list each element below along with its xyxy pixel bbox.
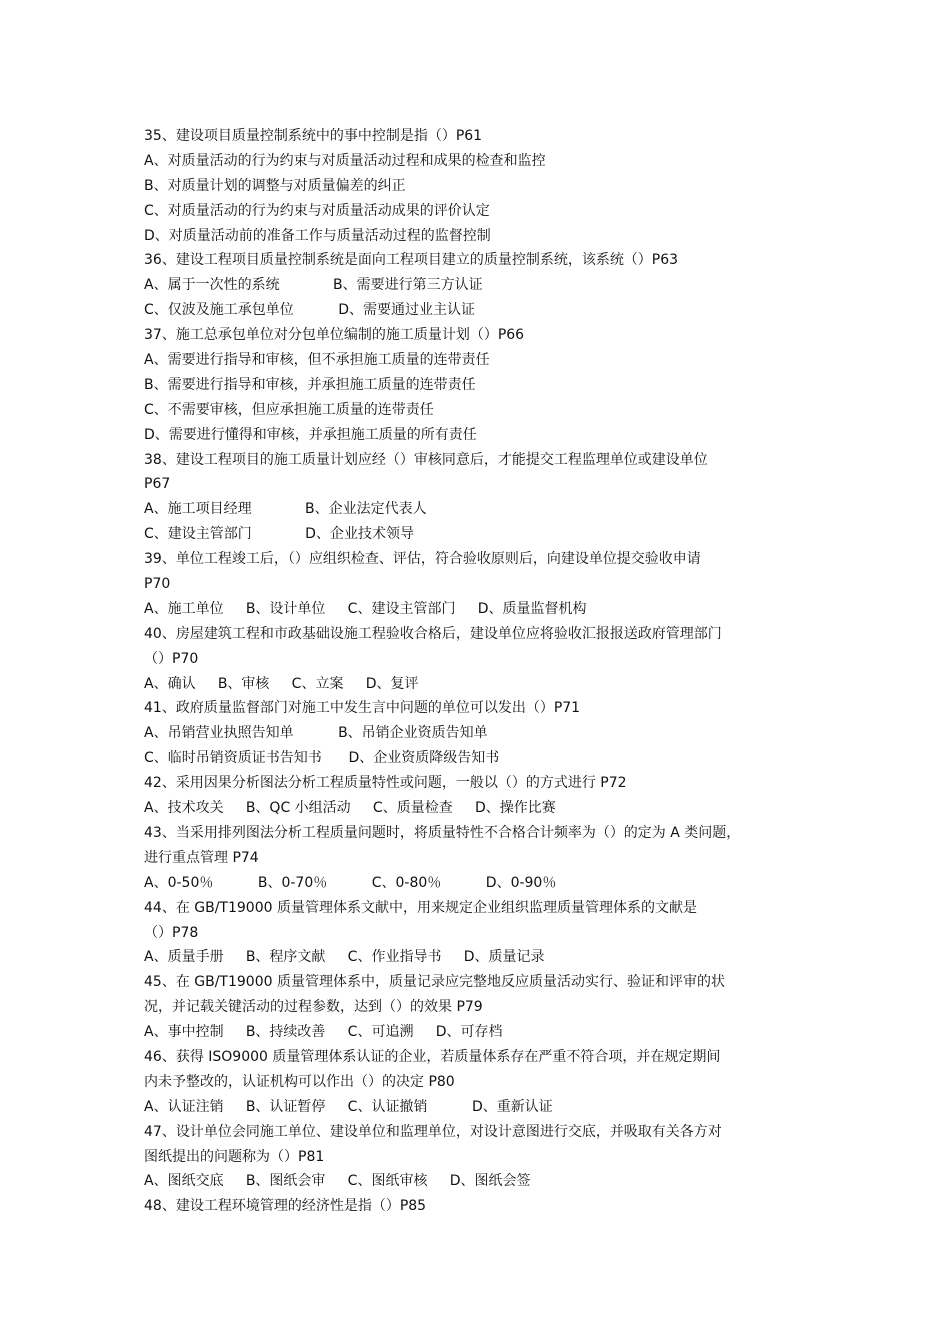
text-line: 44、在 GB/T19000 质量管理体系文献中，用来规定企业组织监理质量管理体系的文献是 xyxy=(144,899,697,916)
text-line: A、属于一次性的系统 B、需要进行第三方认证 xyxy=(144,277,483,294)
text-line: 45、在 GB/T19000 质量管理体系中，质量记录应完整地反应质量活动实行、验证和评审的状 xyxy=(144,974,725,991)
text-line: 48、建设工程环境管理的经济性是指（）P85 xyxy=(144,1198,427,1215)
text-line: D、对质量活动前的准备工作与质量活动过程的监督控制 xyxy=(144,227,491,244)
text-line: P67 xyxy=(144,476,171,493)
text-line: A、确认 B、审核 C、立案 D、复评 xyxy=(144,675,419,692)
text-line: 42、采用因果分析图法分析工程质量特性或问题，一般以（）的方式进行 P72 xyxy=(144,775,627,792)
text-line: A、施工单位 B、设计单位 C、建设主管部门 D、质量监督机构 xyxy=(144,600,587,617)
text-line: A、0-50％ B、0-70％ C、0-80％ D、0-90％ xyxy=(144,874,557,891)
text-line: 图纸提出的问题称为（）P81 xyxy=(144,1148,325,1165)
text-line: A、图纸交底 B、图纸会审 C、图纸审核 D、图纸会签 xyxy=(144,1173,531,1190)
text-line: 40、房屋建筑工程和市政基础设施工程验收合格后，建设单位应将验收汇报报送政府管理部门 xyxy=(144,625,722,642)
text-line: B、对质量计划的调整与对质量偏差的纠正 xyxy=(144,177,406,194)
text-line: P70 xyxy=(144,576,171,593)
text-line: 41、政府质量监督部门对施工中发生言中问题的单位可以发出（）P71 xyxy=(144,700,581,717)
text-line: C、仅波及施工承包单位 D、需要通过业主认证 xyxy=(144,302,476,319)
text-line: C、临时吊销资质证书告知书 D、企业资质降级告知书 xyxy=(144,750,500,767)
text-line: 37、施工总承包单位对分包单位编制的施工质量计划（）P66 xyxy=(144,327,525,344)
text-line: （）P70 xyxy=(144,650,199,667)
text-line: 47、设计单位会同施工单位、建设单位和监理单位，对设计意图进行交底，并吸取有关各方对 xyxy=(144,1123,722,1140)
text-line: 39、单位工程竣工后，（）应组织检查、评估，符合验收原则后，向建设单位提交验收申请 xyxy=(144,551,701,568)
text-line: D、需要进行懂得和审核，并承担施工质量的所有责任 xyxy=(144,426,477,443)
text-line: 43、当采用排列图法分析工程质量问题时，将质量特性不合格合计频率为（）的定为 A 类问题， xyxy=(144,824,741,841)
text-line: 36、建设工程项目质量控制系统是面向工程项目建立的质量控制系统，该系统（）P63 xyxy=(144,252,679,269)
text-line: A、质量手册 B、程序文献 C、作业指导书 D、质量记录 xyxy=(144,949,545,966)
text-line: C、不需要审核，但应承担施工质量的连带责任 xyxy=(144,401,434,418)
text-line: A、需要进行指导和审核，但不承担施工质量的连带责任 xyxy=(144,352,490,369)
document-body xyxy=(144,124,824,1219)
text-line: （）P78 xyxy=(144,924,199,941)
text-line: A、施工项目经理 B、企业法定代表人 xyxy=(144,501,427,518)
text-line: C、对质量活动的行为约束与对质量活动成果的评价认定 xyxy=(144,202,490,219)
text-line: 况，并记载关键活动的过程参数，达到（）的效果 P79 xyxy=(144,999,483,1016)
text-line: A、吊销营业执照告知单 B、吊销企业资质告知单 xyxy=(144,725,488,742)
text-line: 内未予整改的，认证机构可以作出（）的决定 P80 xyxy=(144,1073,455,1090)
text-line: 35、建设项目质量控制系统中的事中控制是指（）P61 xyxy=(144,128,483,144)
text-line: A、事中控制 B、持续改善 C、可追溯 D、可存档 xyxy=(144,1024,503,1041)
text-line: B、需要进行指导和审核，并承担施工质量的连带责任 xyxy=(144,376,476,393)
text-line: A、认证注销 B、认证暂停 C、认证撤销 D、重新认证 xyxy=(144,1098,553,1115)
text-line: A、技术攻关 B、QC 小组活动 C、质量检查 D、操作比赛 xyxy=(144,800,556,817)
text-line: 38、建设工程项目的施工质量计划应经（）审核同意后，才能提交工程监理单位或建设单位 xyxy=(144,451,708,468)
text-line: C、建设主管部门 D、企业技术领导 xyxy=(144,526,414,543)
text-line: 进行重点管理 P74 xyxy=(144,849,259,866)
text-line: A、对质量活动的行为约束与对质量活动过程和成果的检查和监控 xyxy=(144,152,546,169)
text-line: 46、获得 ISO9000 质量管理体系认证的企业，若质量体系存在严重不符合项，并在规定期间 xyxy=(144,1048,721,1065)
